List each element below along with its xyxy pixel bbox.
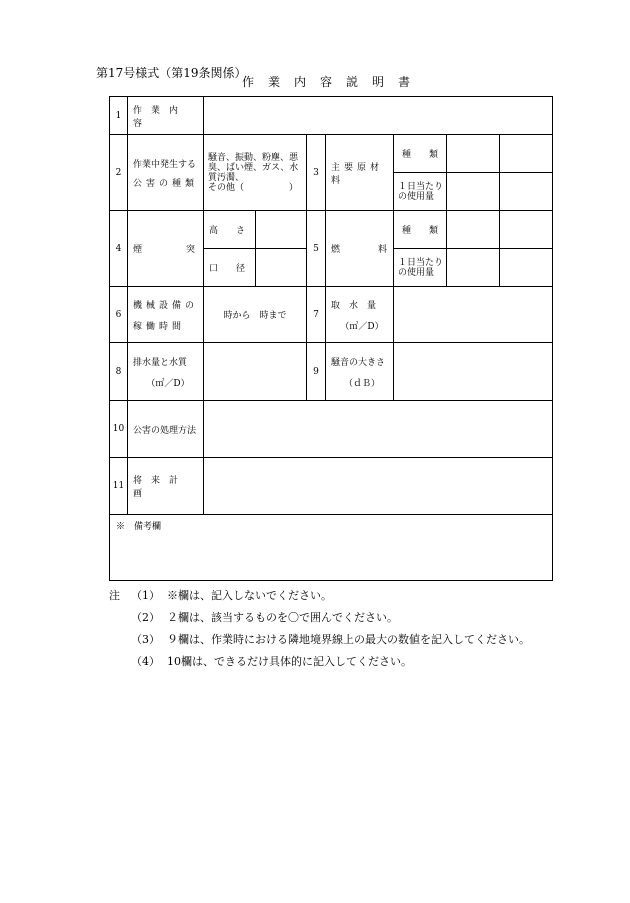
drainage-line1: 排水量と水質: [133, 357, 188, 368]
row-number: 3: [307, 135, 326, 211]
chimney-diameter-label: 口 径: [204, 249, 256, 287]
treatment-method-field[interactable]: [204, 401, 553, 458]
fuel-type-field-1[interactable]: [447, 211, 500, 249]
row-number: 7: [307, 287, 326, 343]
fuel-usage-line1: １日当たり: [398, 257, 444, 268]
row-pollution-types: [110, 135, 553, 173]
chimney-label-a: 煙: [133, 245, 143, 255]
materials-usage-field-1[interactable]: [447, 173, 500, 211]
fuel-usage-field-2[interactable]: [500, 249, 553, 287]
row-number: 11: [110, 458, 128, 515]
chimney-diameter-field[interactable]: [256, 249, 307, 287]
materials-type-label: 種 類: [394, 135, 447, 173]
water-intake-line2: （㎥／D）: [340, 321, 384, 332]
work-content-field[interactable]: [204, 97, 553, 135]
materials-usage-line1: １日当たり: [398, 181, 444, 192]
pollution-options-line3: 質汚濁、: [208, 172, 245, 183]
note-index: （4）: [131, 655, 160, 668]
drainage-label: [128, 343, 204, 401]
materials-daily-usage-label: [394, 173, 447, 211]
row-number: 6: [110, 287, 128, 343]
pollution-options-field[interactable]: [204, 135, 307, 211]
operating-hours-line1: 機械設備の: [133, 300, 199, 311]
work-description-form: [109, 96, 553, 581]
fuel-label-b: 料: [377, 245, 387, 255]
row-number: 10: [110, 401, 128, 458]
chimney-label-b: 突: [185, 245, 195, 255]
note-index: （2）: [131, 611, 160, 624]
operating-hours-line2: 稼働時間: [133, 321, 186, 332]
note-index: （3）: [131, 633, 160, 646]
materials-type-field-1[interactable]: [447, 135, 500, 173]
row-number: 2: [110, 135, 128, 211]
row-future-plan: [110, 458, 553, 515]
row-work-content: [110, 97, 553, 135]
noise-level-label: [326, 343, 394, 401]
pollution-options-line2: 臭、ばい煙、ガス、水: [208, 162, 299, 173]
pollution-types-label: [128, 135, 204, 211]
row-remarks: [110, 515, 553, 581]
row-number: 8: [110, 343, 128, 401]
note-index: （1）: [131, 589, 160, 602]
pollution-options-line1: 騒音、振動、粉塵、悪: [208, 152, 299, 163]
noise-level-line2: （ｄＢ）: [343, 378, 380, 389]
main-materials-label: 主要原材料: [326, 135, 394, 211]
operating-hours-field[interactable]: 時から 時まで: [204, 287, 307, 343]
drainage-field[interactable]: [204, 343, 307, 401]
water-intake-field[interactable]: [394, 287, 553, 343]
row-number: 1: [110, 97, 128, 135]
materials-type-field-2[interactable]: [500, 135, 553, 173]
fuel-type-label: 種 類: [394, 211, 447, 249]
note-text: ９欄は、作業時における隣地境界線上の最大の数値を記入してください。: [167, 633, 530, 646]
note-text: 10欄は、できるだけ具体的に記入してください。: [167, 655, 412, 668]
pollution-label-line2: 公害の種類: [133, 178, 199, 189]
remarks-field[interactable]: [110, 515, 553, 581]
document-title: 作業内容説明書: [242, 75, 425, 89]
row-drainage: [110, 343, 553, 401]
row-chimney: [110, 211, 553, 249]
row-number: 5: [307, 211, 326, 287]
future-plan-field[interactable]: [204, 458, 553, 515]
chimney-label: [128, 211, 204, 287]
note-text: ２欄は、該当するものを〇で囲んでください。: [167, 611, 398, 624]
pollution-options-line4: その他（ ）: [208, 182, 299, 193]
chimney-height-label: 高 さ: [204, 211, 256, 249]
future-plan-label: 将来計画: [128, 458, 204, 515]
materials-usage-field-2[interactable]: [500, 173, 553, 211]
row-treatment-method: [110, 401, 553, 458]
row-operating-hours: [110, 287, 553, 343]
form-number-label: 第17号様式（第19条関係）: [96, 66, 247, 80]
fuel-usage-line2: の使用量: [398, 267, 435, 278]
chimney-height-field[interactable]: [256, 211, 307, 249]
fuel-label-a: 燃: [331, 245, 341, 255]
fuel-daily-usage-label: [394, 249, 447, 287]
notes-head: 注: [109, 589, 120, 602]
note-text: ※欄は、記入しないでください。: [167, 589, 332, 602]
fuel-label: [326, 211, 394, 287]
remarks-label: ※ 備考欄: [116, 522, 162, 532]
work-content-label: 作業内容: [128, 97, 204, 135]
treatment-method-label: 公害の処理方法: [128, 401, 204, 458]
noise-level-field[interactable]: [394, 343, 553, 401]
fuel-usage-field-1[interactable]: [447, 249, 500, 287]
pollution-label-line1: 作業中発生する: [133, 159, 197, 170]
row-number: 9: [307, 343, 326, 401]
fuel-type-field-2[interactable]: [500, 211, 553, 249]
noise-level-line1: 騒音の大きさ: [331, 357, 386, 368]
materials-usage-line2: の使用量: [398, 191, 435, 202]
operating-hours-label: [128, 287, 204, 343]
row-number: 4: [110, 211, 128, 287]
drainage-line2: （㎥／D）: [146, 378, 190, 389]
water-intake-line1: 取 水 量: [331, 300, 377, 311]
water-intake-label: [326, 287, 394, 343]
